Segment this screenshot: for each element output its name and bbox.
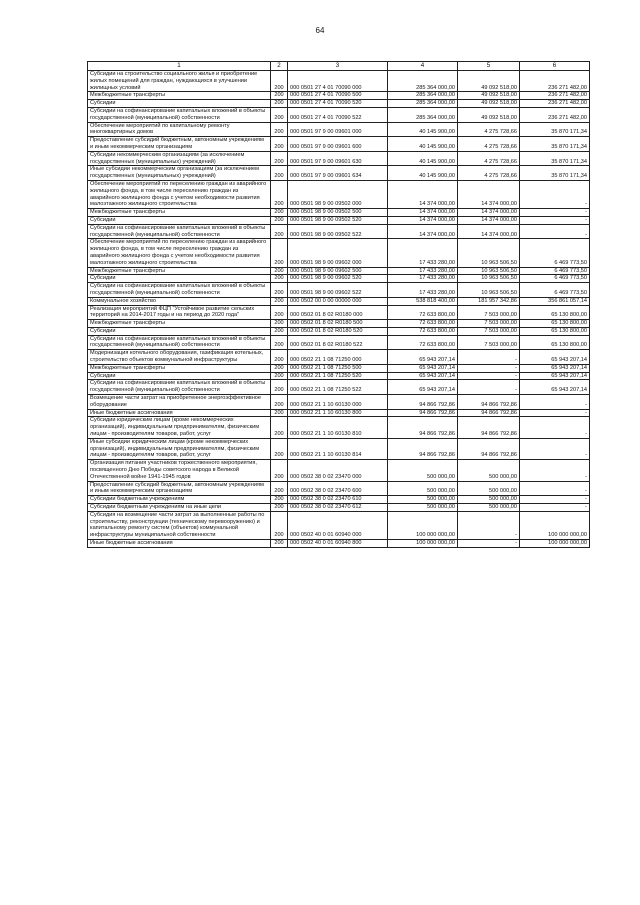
row-classification-code: 000 0501 98 9 00 09502 000 <box>288 180 388 208</box>
row-code: 200 <box>271 267 288 275</box>
row-unexecuted-amount: 65 130 800,00 <box>520 335 590 350</box>
row-classification-code: 000 0502 01 8 02 R0180 500 <box>288 320 388 328</box>
row-classification-code: 000 0501 98 9 00 09602 000 <box>288 239 388 267</box>
row-code: 200 <box>271 511 288 539</box>
row-code: 200 <box>271 137 288 152</box>
row-description: Модернизация котельного оборудования, газификация котельных, строительство объектов коммунальной инфраструктуры <box>88 350 271 365</box>
row-unexecuted-amount: - <box>520 438 590 459</box>
row-code: 200 <box>271 92 288 100</box>
row-classification-code: 000 0502 21 1 10 60130 810 <box>288 417 388 438</box>
column-header: 3 <box>288 62 388 71</box>
row-classification-code: 000 0502 40 0 01 60940 800 <box>288 540 388 548</box>
row-executed-amount: 7 503 000,00 <box>458 305 520 320</box>
table-row <box>88 137 590 152</box>
row-classification-code: 000 0501 98 9 00 09602 520 <box>288 275 388 283</box>
table-row <box>88 239 590 267</box>
row-classification-code: 000 0502 01 8 02 R0180 520 <box>288 327 388 335</box>
column-header: 1 <box>88 62 271 71</box>
table-row <box>88 180 590 208</box>
row-description: Обеспечение мероприятий по капитальному ремонту многоквартирных домов <box>88 122 271 137</box>
table-row <box>88 71 590 92</box>
row-classification-code: 000 0502 21 1 08 71250 520 <box>288 372 388 380</box>
row-description: Субсидии на софинансирование капитальных вложений в объекты государственной (муниципальной) собственности <box>88 335 271 350</box>
row-approved-amount: 72 633 800,00 <box>388 327 458 335</box>
table-row <box>88 540 590 548</box>
column-header: 5 <box>458 62 520 71</box>
row-unexecuted-amount: 35 870 171,34 <box>520 151 590 166</box>
row-unexecuted-amount: 35 870 171,34 <box>520 137 590 152</box>
row-classification-code: 000 0501 27 4 01 70090 520 <box>288 100 388 108</box>
row-executed-amount: 7 503 000,00 <box>458 327 520 335</box>
row-classification-code: 000 0502 21 1 08 71250 500 <box>288 364 388 372</box>
row-code: 200 <box>271 380 288 395</box>
row-unexecuted-amount: 6 469 773,50 <box>520 239 590 267</box>
row-unexecuted-amount: 65 130 800,00 <box>520 320 590 328</box>
row-code: 200 <box>271 224 288 239</box>
row-executed-amount: 4 275 728,66 <box>458 137 520 152</box>
row-code: 200 <box>271 417 288 438</box>
row-code: 200 <box>271 71 288 92</box>
row-description: Субсидии некоммерческим организациям (за исключением государственных (муниципальных) учреждений) <box>88 151 271 166</box>
row-executed-amount: 500 000,00 <box>458 460 520 481</box>
row-unexecuted-amount: - <box>520 504 590 512</box>
table-row <box>88 438 590 459</box>
row-description: Субсидии <box>88 100 271 108</box>
row-approved-amount: 17 433 280,00 <box>388 283 458 298</box>
row-code: 200 <box>271 297 288 305</box>
row-executed-amount: - <box>458 372 520 380</box>
table-row <box>88 504 590 512</box>
row-approved-amount: 500 000,00 <box>388 481 458 496</box>
row-description: Субсидии на софинансирование капитальных вложений в объекты государственной (муниципальной) собственности <box>88 224 271 239</box>
row-approved-amount: 14 374 000,00 <box>388 224 458 239</box>
row-description: Реализация мероприятий ФЦП "Устойчивое развитие сельских территорий на 2014-2017 годы и на период до 2020 года" <box>88 305 271 320</box>
row-executed-amount: 4 275 728,66 <box>458 151 520 166</box>
row-code: 200 <box>271 122 288 137</box>
table-row <box>88 305 590 320</box>
row-unexecuted-amount: 65 943 207,14 <box>520 372 590 380</box>
row-executed-amount: 181 957 342,86 <box>458 297 520 305</box>
row-code: 200 <box>271 151 288 166</box>
row-code: 200 <box>271 540 288 548</box>
row-description: Коммунальное хозяйство <box>88 297 271 305</box>
row-unexecuted-amount: 35 870 171,34 <box>520 122 590 137</box>
row-unexecuted-amount: 6 469 773,50 <box>520 275 590 283</box>
table-row <box>88 100 590 108</box>
row-executed-amount: 94 866 792,86 <box>458 438 520 459</box>
row-classification-code: 000 0501 98 9 00 09602 500 <box>288 267 388 275</box>
row-description: Субсидии бюджетным учреждениям на иные цели <box>88 504 271 512</box>
row-description: Возмещение части затрат на приобретенное энергоэффективное оборудование <box>88 395 271 410</box>
row-description: Межбюджетные трансферты <box>88 209 271 217</box>
row-description: Межбюджетные трансферты <box>88 320 271 328</box>
row-code: 200 <box>271 216 288 224</box>
row-approved-amount: 65 943 207,14 <box>388 380 458 395</box>
row-code: 200 <box>271 275 288 283</box>
row-executed-amount: - <box>458 511 520 539</box>
row-approved-amount: 14 374 000,00 <box>388 216 458 224</box>
row-executed-amount: - <box>458 380 520 395</box>
row-unexecuted-amount: 6 469 773,50 <box>520 267 590 275</box>
table-row <box>88 122 590 137</box>
row-unexecuted-amount: 236 271 482,00 <box>520 100 590 108</box>
row-approved-amount: 40 145 900,00 <box>388 122 458 137</box>
row-classification-code: 000 0501 27 4 01 70090 000 <box>288 71 388 92</box>
row-code: 200 <box>271 320 288 328</box>
row-executed-amount: 94 866 792,86 <box>458 417 520 438</box>
row-unexecuted-amount: 65 130 800,00 <box>520 327 590 335</box>
row-code: 200 <box>271 504 288 512</box>
table-row <box>88 107 590 122</box>
row-code: 200 <box>271 460 288 481</box>
row-unexecuted-amount: - <box>520 417 590 438</box>
table-row <box>88 380 590 395</box>
row-unexecuted-amount: 236 271 482,00 <box>520 107 590 122</box>
row-unexecuted-amount: - <box>520 395 590 410</box>
table-row <box>88 364 590 372</box>
row-description: Организация питания участников торжественного мероприятия, посвященного Дню Победы советского народа в Великой Отечественной войне 1941-1945 годов <box>88 460 271 481</box>
row-classification-code: 000 0502 38 0 02 23470 610 <box>288 496 388 504</box>
row-code: 200 <box>271 438 288 459</box>
row-description: Субсидии <box>88 327 271 335</box>
page-number: 64 <box>315 26 325 35</box>
table-row <box>88 275 590 283</box>
row-executed-amount: 7 503 000,00 <box>458 320 520 328</box>
row-classification-code: 000 0502 00 0 00 00000 000 <box>288 297 388 305</box>
row-unexecuted-amount: - <box>520 224 590 239</box>
row-approved-amount: 40 145 900,00 <box>388 137 458 152</box>
row-executed-amount: 49 092 518,00 <box>458 71 520 92</box>
row-code: 200 <box>271 100 288 108</box>
table-row <box>88 327 590 335</box>
row-executed-amount: 500 000,00 <box>458 481 520 496</box>
row-code: 200 <box>271 372 288 380</box>
row-approved-amount: 500 000,00 <box>388 496 458 504</box>
row-classification-code: 000 0502 01 8 02 R0180 522 <box>288 335 388 350</box>
row-code: 200 <box>271 395 288 410</box>
table-row <box>88 372 590 380</box>
row-approved-amount: 285 364 000,00 <box>388 107 458 122</box>
row-executed-amount: 49 092 518,00 <box>458 92 520 100</box>
table-row <box>88 297 590 305</box>
row-description: Иные бюджетные ассигнования <box>88 540 271 548</box>
row-executed-amount: 94 866 792,86 <box>458 409 520 417</box>
row-code: 200 <box>271 350 288 365</box>
row-description: Субсидии <box>88 216 271 224</box>
row-approved-amount: 100 000 000,00 <box>388 540 458 548</box>
row-classification-code: 000 0502 38 0 02 23470 612 <box>288 504 388 512</box>
table-row <box>88 481 590 496</box>
row-unexecuted-amount: 100 000 000,00 <box>520 511 590 539</box>
table-row <box>88 511 590 539</box>
row-unexecuted-amount: 236 271 482,00 <box>520 71 590 92</box>
row-unexecuted-amount: 65 943 207,14 <box>520 380 590 395</box>
row-executed-amount: 4 275 728,66 <box>458 166 520 181</box>
row-approved-amount: 538 818 400,00 <box>388 297 458 305</box>
row-approved-amount: 17 433 280,00 <box>388 239 458 267</box>
table-row <box>88 417 590 438</box>
row-approved-amount: 72 633 800,00 <box>388 335 458 350</box>
row-unexecuted-amount: 6 469 773,50 <box>520 283 590 298</box>
row-approved-amount: 100 000 000,00 <box>388 511 458 539</box>
row-classification-code: 000 0501 98 9 00 09602 522 <box>288 283 388 298</box>
row-classification-code: 000 0502 21 1 10 60130 000 <box>288 395 388 410</box>
row-description: Предоставление субсидий бюджетным, автономным учреждениям и иным некоммерческим организациям <box>88 481 271 496</box>
table-row <box>88 209 590 217</box>
table-row <box>88 92 590 100</box>
row-code: 200 <box>271 209 288 217</box>
budget-table <box>87 61 590 548</box>
row-unexecuted-amount: 65 130 800,00 <box>520 305 590 320</box>
table-row <box>88 267 590 275</box>
row-executed-amount: 10 963 506,50 <box>458 283 520 298</box>
row-code: 200 <box>271 239 288 267</box>
row-description: Межбюджетные трансферты <box>88 364 271 372</box>
row-executed-amount: 10 963 506,50 <box>458 239 520 267</box>
row-executed-amount: - <box>458 540 520 548</box>
row-executed-amount: 4 275 728,66 <box>458 122 520 137</box>
row-description: Субсидии на строительство социального жилья и приобретение жилых помещений для граждан, нуждающихся в улучшении жилищных условий <box>88 71 271 92</box>
row-classification-code: 000 0501 27 4 01 70090 522 <box>288 107 388 122</box>
table-row <box>88 320 590 328</box>
row-classification-code: 000 0501 98 9 00 09502 522 <box>288 224 388 239</box>
row-description: Обеспечение мероприятий по переселению граждан из аварийного жилищного фонда, в том числе переселению граждан из аварийного жилищного фонда с учетом необходимости развития малоэтажного жилищного строительства <box>88 180 271 208</box>
row-executed-amount: 7 503 000,00 <box>458 335 520 350</box>
row-executed-amount: 94 866 792,86 <box>458 395 520 410</box>
row-description: Субсидии на софинансирование капитальных вложений в объекты государственной (муниципальной) собственности <box>88 107 271 122</box>
row-executed-amount: 10 963 506,50 <box>458 275 520 283</box>
row-unexecuted-amount: 100 000 000,00 <box>520 540 590 548</box>
row-classification-code: 000 0502 40 0 01 60940 000 <box>288 511 388 539</box>
row-executed-amount: 10 963 506,50 <box>458 267 520 275</box>
row-code: 200 <box>271 496 288 504</box>
row-classification-code: 000 0502 21 1 10 60130 814 <box>288 438 388 459</box>
row-code: 200 <box>271 283 288 298</box>
row-approved-amount: 500 000,00 <box>388 460 458 481</box>
row-unexecuted-amount: 35 870 171,34 <box>520 166 590 181</box>
row-description: Межбюджетные трансферты <box>88 267 271 275</box>
row-unexecuted-amount: - <box>520 496 590 504</box>
row-unexecuted-amount: 236 271 482,00 <box>520 92 590 100</box>
row-executed-amount: 49 092 518,00 <box>458 100 520 108</box>
row-classification-code: 000 0501 97 9 00 09601 630 <box>288 151 388 166</box>
table-row <box>88 166 590 181</box>
row-executed-amount: 14 374 000,00 <box>458 180 520 208</box>
row-unexecuted-amount: - <box>520 481 590 496</box>
table-row <box>88 496 590 504</box>
table-row <box>88 283 590 298</box>
table-row <box>88 224 590 239</box>
row-description: Субсидии на софинансирование капитальных вложений в объекты государственной (муниципальной) собственности <box>88 380 271 395</box>
row-code: 200 <box>271 305 288 320</box>
row-unexecuted-amount: 65 943 207,14 <box>520 350 590 365</box>
column-header: 6 <box>520 62 590 71</box>
row-approved-amount: 65 943 207,14 <box>388 350 458 365</box>
row-approved-amount: 500 000,00 <box>388 504 458 512</box>
table-row <box>88 460 590 481</box>
row-executed-amount: - <box>458 364 520 372</box>
row-approved-amount: 94 866 792,86 <box>388 409 458 417</box>
row-unexecuted-amount: - <box>520 460 590 481</box>
row-approved-amount: 285 364 000,00 <box>388 92 458 100</box>
row-description: Субсидия на возмещение части затрат за выполненные работы по строительству, реконструкции (техническому перевооружению) и капитальному ремонту систем (объектов) коммунальной инфраструктуры муниципальной собственности <box>88 511 271 539</box>
row-code: 200 <box>271 107 288 122</box>
row-executed-amount: 14 374 000,00 <box>458 216 520 224</box>
row-description: Иные бюджетные ассигнования <box>88 409 271 417</box>
row-description: Субсидии на софинансирование капитальных вложений в объекты государственной (муниципальной) собственности <box>88 283 271 298</box>
row-unexecuted-amount: 356 861 057,14 <box>520 297 590 305</box>
row-executed-amount: 49 092 518,00 <box>458 107 520 122</box>
row-code: 200 <box>271 166 288 181</box>
row-unexecuted-amount: - <box>520 180 590 208</box>
row-classification-code: 000 0502 38 0 02 23470 600 <box>288 481 388 496</box>
row-code: 200 <box>271 335 288 350</box>
row-approved-amount: 285 364 000,00 <box>388 100 458 108</box>
row-code: 200 <box>271 364 288 372</box>
column-header: 4 <box>388 62 458 71</box>
table-header-row <box>88 62 590 71</box>
row-classification-code: 000 0501 98 9 00 09502 500 <box>288 209 388 217</box>
row-classification-code: 000 0502 21 1 10 60130 800 <box>288 409 388 417</box>
row-approved-amount: 14 374 000,00 <box>388 180 458 208</box>
row-description: Субсидии <box>88 275 271 283</box>
row-code: 200 <box>271 180 288 208</box>
row-code: 200 <box>271 481 288 496</box>
row-approved-amount: 40 145 900,00 <box>388 166 458 181</box>
row-description: Предоставление субсидий бюджетным, автономным учреждениям и иным некоммерческим организациям <box>88 137 271 152</box>
row-approved-amount: 40 145 900,00 <box>388 151 458 166</box>
column-header: 2 <box>271 62 288 71</box>
row-classification-code: 000 0502 38 0 02 23470 000 <box>288 460 388 481</box>
row-classification-code: 000 0502 21 1 08 71250 000 <box>288 350 388 365</box>
row-executed-amount: 14 374 000,00 <box>458 224 520 239</box>
row-approved-amount: 14 374 000,00 <box>388 209 458 217</box>
row-unexecuted-amount: - <box>520 209 590 217</box>
row-classification-code: 000 0501 98 9 00 09502 520 <box>288 216 388 224</box>
row-approved-amount: 17 433 280,00 <box>388 275 458 283</box>
row-approved-amount: 72 633 800,00 <box>388 305 458 320</box>
row-description: Субсидии юридическим лицам (кроме некоммерческих организаций), индивидуальным предпринимателям, физическим лицам - производителям товаров, работ, услуг <box>88 417 271 438</box>
row-approved-amount: 72 633 800,00 <box>388 320 458 328</box>
row-classification-code: 000 0502 01 8 02 R0180 000 <box>288 305 388 320</box>
row-executed-amount: 500 000,00 <box>458 496 520 504</box>
row-approved-amount: 65 943 207,14 <box>388 372 458 380</box>
row-executed-amount: - <box>458 350 520 365</box>
row-executed-amount: 14 374 000,00 <box>458 209 520 217</box>
row-approved-amount: 285 364 000,00 <box>388 71 458 92</box>
row-approved-amount: 17 433 280,00 <box>388 267 458 275</box>
table-row <box>88 335 590 350</box>
row-classification-code: 000 0501 97 9 00 09601 600 <box>288 137 388 152</box>
row-unexecuted-amount: - <box>520 409 590 417</box>
table-row <box>88 151 590 166</box>
row-unexecuted-amount: - <box>520 216 590 224</box>
row-code: 200 <box>271 409 288 417</box>
row-description: Иные субсидии юридическим лицам (кроме некоммерческих организаций), индивидуальным предпринимателям, физическим лицам - производителям товаров, работ, услуг <box>88 438 271 459</box>
row-approved-amount: 65 943 207,14 <box>388 364 458 372</box>
table-row <box>88 350 590 365</box>
row-description: Иные субсидии некоммерческим организациям (за исключением государственных (муниципальных) учреждений) <box>88 166 271 181</box>
table-row <box>88 216 590 224</box>
row-approved-amount: 94 866 792,86 <box>388 417 458 438</box>
row-approved-amount: 94 866 792,86 <box>388 438 458 459</box>
row-executed-amount: 500 000,00 <box>458 504 520 512</box>
row-classification-code: 000 0502 21 1 08 71250 522 <box>288 380 388 395</box>
row-description: Обеспечение мероприятий по переселению граждан из аварийного жилищного фонда, в том числе переселению граждан из аварийного жилищного фонда с учетом необходимости развития малоэтажного жилищного строительства <box>88 239 271 267</box>
row-description: Субсидии бюджетным учреждениям <box>88 496 271 504</box>
row-classification-code: 000 0501 27 4 01 70090 500 <box>288 92 388 100</box>
row-description: Межбюджетные трансферты <box>88 92 271 100</box>
row-approved-amount: 94 866 792,86 <box>388 395 458 410</box>
table-row <box>88 395 590 410</box>
row-code: 200 <box>271 327 288 335</box>
table-row <box>88 409 590 417</box>
row-description: Субсидии <box>88 372 271 380</box>
row-unexecuted-amount: 65 943 207,14 <box>520 364 590 372</box>
row-classification-code: 000 0501 97 9 00 09601 000 <box>288 122 388 137</box>
row-classification-code: 000 0501 97 9 00 09601 634 <box>288 166 388 181</box>
